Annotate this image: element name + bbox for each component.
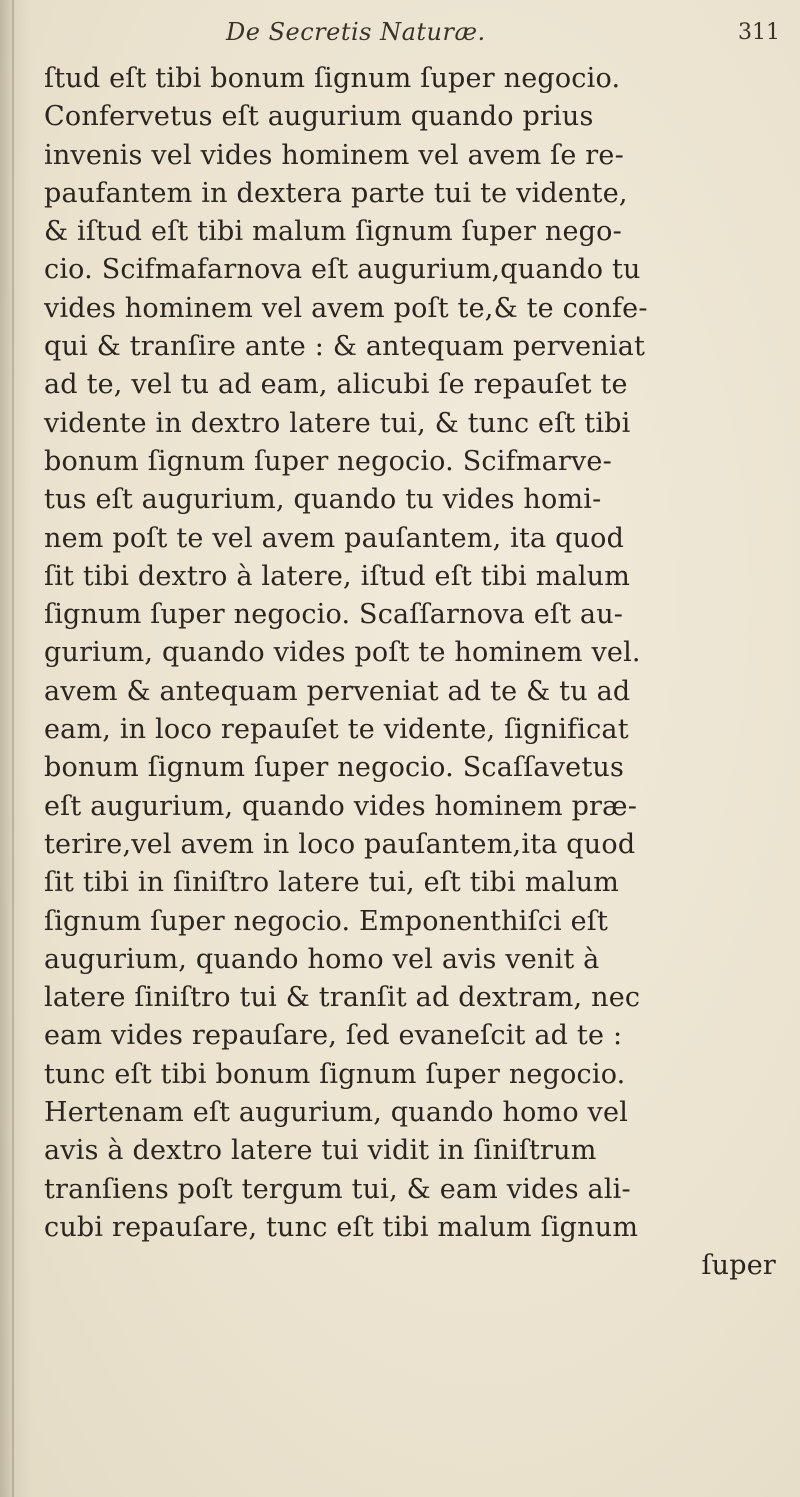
- text-line: nem poſt te vel avem pauſantem, ita quod: [44, 522, 625, 554]
- text-line: qui & tranſire ante : & antequam perveniat: [44, 331, 646, 363]
- text-line: ſignum ſuper negocio. Scaſſarnova eſt au-: [44, 599, 624, 631]
- text-line: Hertenam eſt augurium, quando homo vel: [44, 1097, 629, 1129]
- text-line: terire,vel avem in loco pauſantem,ita quod: [44, 828, 636, 860]
- text-line: paufantem in dextera parte tui te vidente,: [44, 177, 628, 209]
- text-line: ad te, vel tu ad eam, alicubi ſe repauſet te: [44, 369, 628, 401]
- text-line: cubi repauſare, tunc eſt tibi malum ſignum: [44, 1211, 639, 1243]
- text-line: eam, in loco repauſet te vidente, ſignificat: [44, 714, 629, 746]
- text-line: eſt augurium, quando vides hominem præ-: [44, 790, 638, 822]
- text-line: augurium, quando homo vel avis venit à: [44, 943, 600, 975]
- text-line: cio. Scifmafarnova eſt augurium,quando tu: [44, 254, 641, 286]
- text-line: Confervetus eſt augurium quando prius: [44, 101, 594, 133]
- text-line: eam vides repauſare, ſed evaneſcit ad te :: [44, 1020, 623, 1052]
- body-text: [44, 60, 784, 1286]
- text-line: vides hominem vel avem poſt te,& te confe-: [44, 292, 648, 324]
- text-line: tus eſt augurium, quando tu vides homi-: [44, 484, 602, 516]
- text-line: tunc eſt tibi bonum ſignum ſuper negocio.: [44, 1058, 626, 1090]
- binding-gutter: [12, 0, 14, 1497]
- catchword: ſuper: [701, 1250, 776, 1282]
- running-head: De Secretis Naturæ.: [226, 18, 486, 46]
- page-number: 311: [738, 20, 780, 45]
- text-line: tranſiens poſt tergum tui, & eam vides ali-: [44, 1173, 631, 1205]
- text-line: ſit tibi in ſiniſtro latere tui, eſt tibi malum: [44, 867, 620, 899]
- text-line: ſtud eſt tibi bonum ſignum ſuper negocio.: [44, 63, 621, 94]
- text-line: ſignum ſuper negocio. Emponenthiſci eſt: [44, 905, 609, 937]
- page-header: [0, 14, 800, 54]
- text-line: avis à dextro latere tui vidit in ſiniſtrum: [44, 1135, 597, 1167]
- text-line: avem & antequam perveniat ad te & tu ad: [44, 675, 631, 707]
- text-line: gurium, quando vides poſt te hominem vel.: [44, 637, 641, 669]
- text-line: & iſtud eſt tibi malum ſignum ſuper nego-: [44, 216, 622, 248]
- text-line: bonum ſignum ſuper negocio. Scifmarve-: [44, 445, 612, 477]
- text-line: ſit tibi dextro à latere, iſtud eſt tibi malum: [44, 560, 631, 592]
- text-line: invenis vel vides hominem vel avem ſe re-: [44, 139, 624, 171]
- text-line: bonum ſignum ſuper negocio. Scaſſavetus: [44, 752, 625, 784]
- text-line: vidente in dextro latere tui, & tunc eſt tibi: [44, 407, 631, 439]
- text-line: latere ſiniſtro tui & tranſit ad dextram, nec: [44, 982, 641, 1014]
